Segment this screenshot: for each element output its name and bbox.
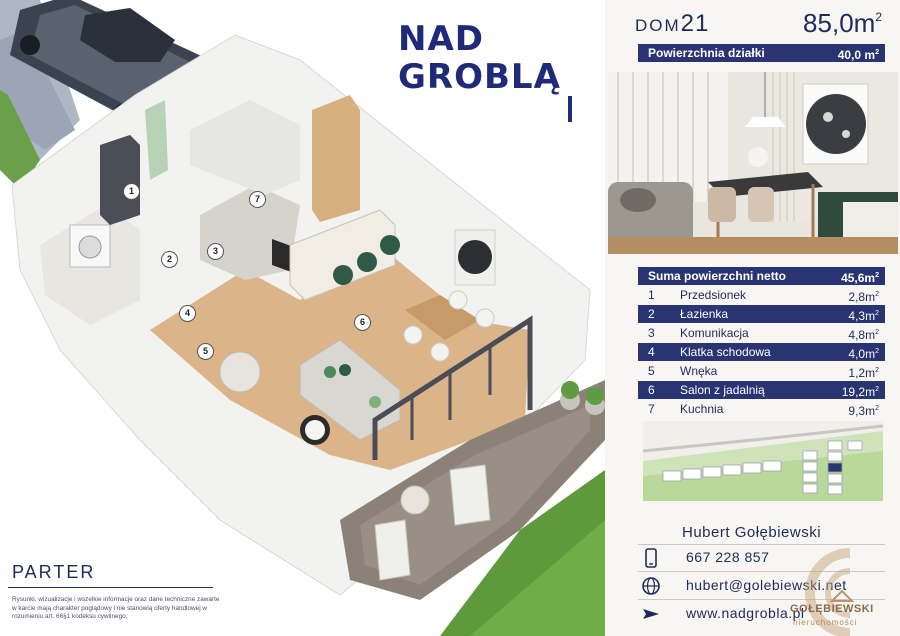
brand-logo-line1: NAD [398, 19, 484, 59]
house-area-value: 85,0m [803, 8, 876, 38]
house-title [635, 10, 709, 38]
room-area: $4,8m^2$ [848, 328, 879, 342]
room-marker-7: 7 [249, 191, 266, 208]
summary-value: $45,6m^2$ [841, 271, 879, 285]
room-row [638, 305, 885, 323]
room-row [638, 381, 885, 399]
room-number: 1 [648, 288, 655, 302]
contact-name: Hubert Gołębiewski [682, 524, 822, 541]
room-row [638, 324, 885, 342]
room-name: Wnęka [680, 364, 718, 378]
room-marker-6: 6 [354, 314, 371, 331]
agency-name: GOŁĘBIEWSKI [790, 603, 874, 615]
room-area: $19,2m^2$ [841, 385, 879, 399]
room-number: 2 [648, 307, 655, 321]
room-area: $4,3m^2$ [848, 309, 879, 323]
house-area [803, 8, 882, 39]
room-number: 4 [648, 345, 655, 359]
room-area: $4,0m^2$ [848, 347, 879, 361]
room-marker-4: 4 [179, 305, 196, 322]
summary-row [638, 267, 885, 285]
room-name: Salon z jadalnią [680, 383, 765, 397]
phone-number[interactable]: 667 228 857 [686, 549, 770, 565]
room-area: $9,3m^2$ [848, 404, 879, 418]
globe-icon [640, 575, 662, 597]
room-name: Przedsionek [680, 288, 747, 302]
room-name: Komunikacja [680, 326, 749, 340]
phone-icon [640, 547, 662, 569]
brand-logo-accent [568, 96, 572, 122]
mail-icon [640, 603, 662, 625]
room-marker-1: 1 [123, 183, 140, 200]
room-name: Klatka schodowa [680, 345, 771, 359]
plot-area-label: Powierzchnia działki [648, 46, 765, 60]
floor-label: PARTER [12, 562, 96, 582]
info-panel [605, 0, 900, 636]
brand-logo [398, 19, 578, 97]
room-name: Łazienka [680, 307, 729, 321]
room-number: 6 [648, 383, 655, 397]
room-marker-2: 2 [161, 251, 178, 268]
site-plan-map [643, 421, 883, 501]
summary-label: Suma powierzchni netto [648, 269, 787, 283]
room-area: $2,8m^2$ [848, 290, 879, 304]
room-row [638, 343, 885, 361]
room-number: 7 [648, 402, 655, 416]
floor-label-divider [8, 587, 213, 588]
brand-logo-line2: GROBLĄ [398, 57, 561, 97]
room-marker-5: 5 [197, 343, 214, 360]
disclaimer-text: Rysunki, wizualizacje i wszelkie informacje oraz dane techniczne zawarte w karcie mają charakter poglądowy i nie stanowią oferty handlowej w rozumieniu art. 66§1 kodeksu cywilnego. [12, 596, 220, 621]
agency-subtitle: nieruchomości [793, 618, 858, 627]
room-row [638, 400, 885, 418]
room-row [638, 362, 885, 380]
house-area-sup: 2 [875, 10, 882, 24]
room-number: 5 [648, 364, 655, 378]
email-address[interactable]: hubert@golebiewski.net [686, 577, 847, 593]
house-number: 21 [680, 10, 710, 37]
interior-photo [608, 72, 898, 254]
room-row [638, 286, 885, 304]
room-name: Kuchnia [680, 402, 724, 416]
room-marker-3: 3 [207, 243, 224, 260]
room-area: $1,2m^2$ [848, 366, 879, 380]
house-label: DOM [635, 16, 681, 35]
plot-area-row [638, 44, 885, 62]
plot-area-value: 40,0 $m^2$ [837, 48, 879, 62]
room-number: 3 [648, 326, 655, 340]
website-link[interactable]: www.nadgrobla.pl [686, 605, 805, 621]
